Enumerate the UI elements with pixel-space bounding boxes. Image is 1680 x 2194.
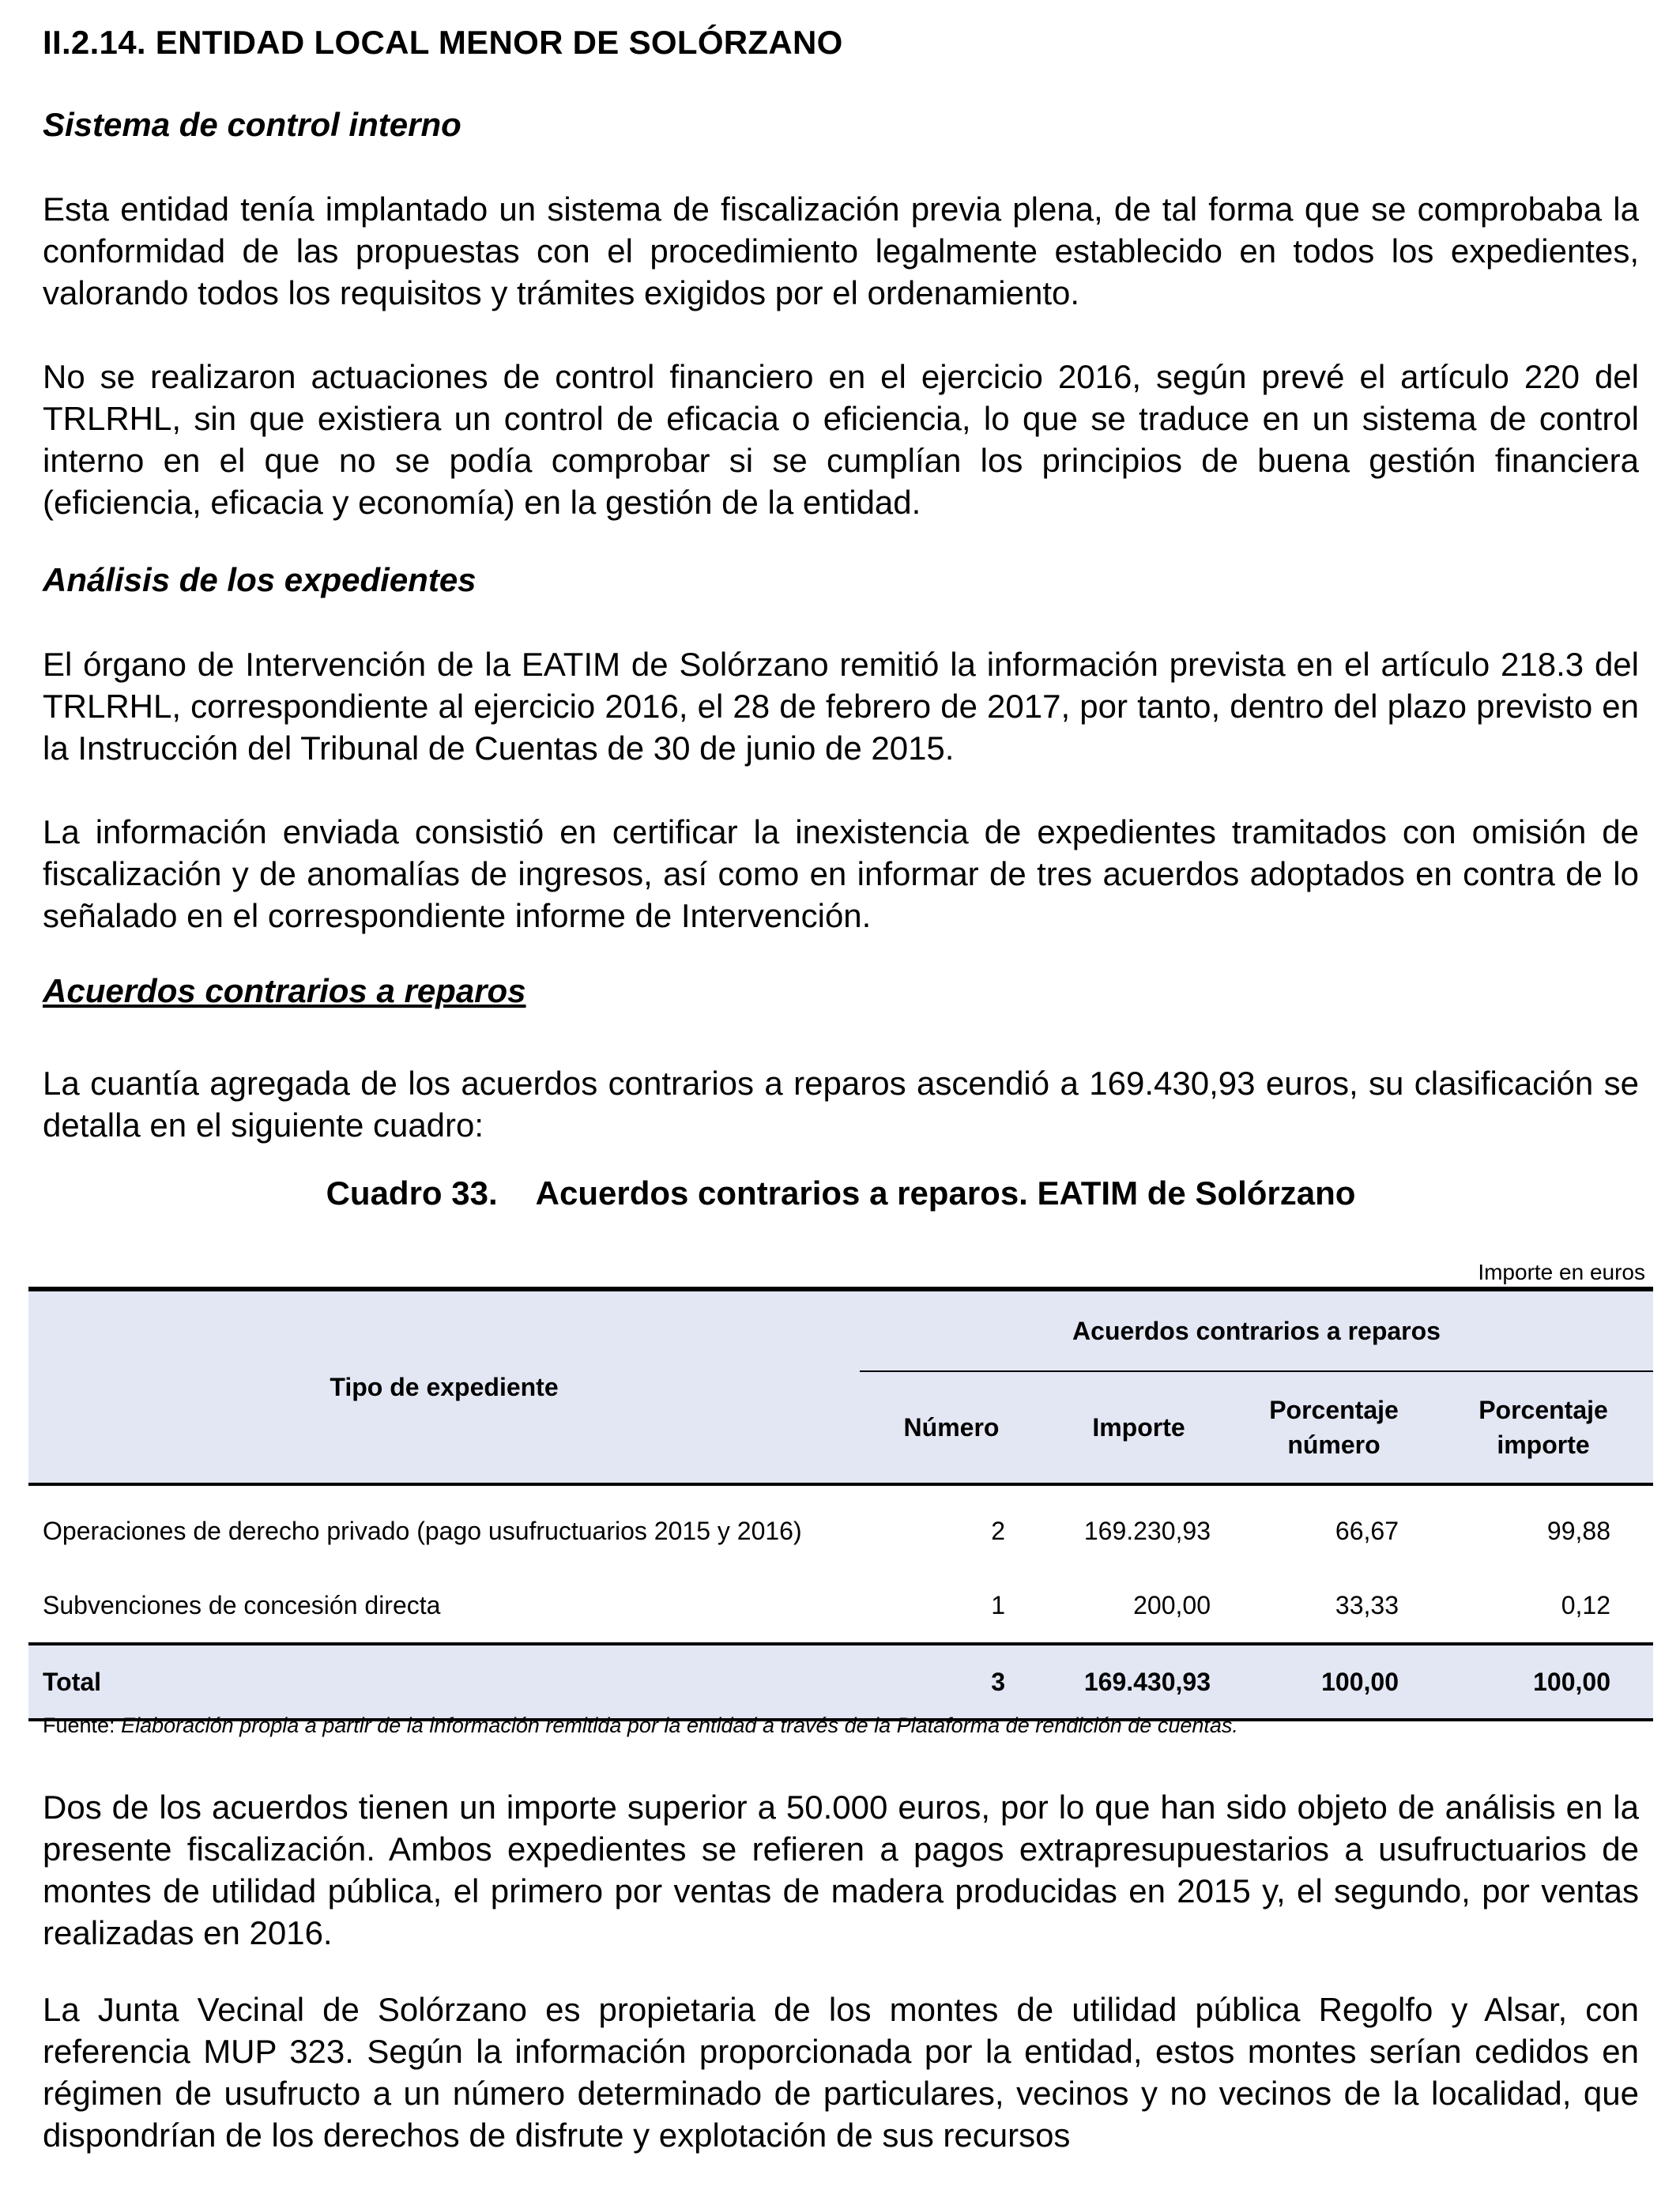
table-caption xyxy=(43,1174,1639,1212)
cell-total-importe: 169.430,93 xyxy=(1043,1644,1234,1720)
paragraph-6: Dos de los acuerdos tienen un importe superior a 50.000 euros, por lo que han sido objeto de análisis en la presente fiscalización. Ambos expedientes se refieren a pagos extrapresupuestarios a usufructuarios de montes de utilidad pública, el primero por ventas de madera producidas en 2015 y, el segundo, por ventas realizadas en 2016. xyxy=(43,1789,1639,1951)
paragraph-4: La información enviada consistió en certificar la inexistencia de expedientes tramitados con omisión de fiscalización y de anomalías de ingresos, así como en informar de tres acuerdos adoptados en contra de lo señalado en el correspondiente informe de Intervención. xyxy=(43,813,1639,934)
cell-importe: 169.230,93 xyxy=(1083,1516,1211,1545)
cell-pct-numero: 66,67 xyxy=(1335,1516,1399,1545)
source-label: Fuente: xyxy=(43,1713,115,1737)
table-total-row xyxy=(28,1644,1653,1720)
source-text: Elaboración propia a partir de la información remitida por la entidad a través de la Plataforma de rendición de cuentas. xyxy=(121,1713,1238,1737)
header-numero: Número xyxy=(860,1371,1043,1484)
table-source-note xyxy=(43,1713,1238,1738)
paragraph-2: No se realizaron actuaciones de control financiero en el ejercicio 2016, según prevé el artículo 220 del TRLRHL, sin que existiera un control de eficacia o eficiencia, lo que se traduce en un sistema de control interno en el que no se podía comprobar si se cumplían los principios de buena gestión financiera (eficiencia, eficacia y economía) en la gestión de la entidad. xyxy=(43,358,1639,521)
cell-pct-numero: 33,33 xyxy=(1335,1590,1399,1619)
cell-pct-importe: 0,12 xyxy=(1561,1590,1610,1619)
table-caption-number: Cuadro 33. xyxy=(326,1174,498,1212)
cell-numero: 2 xyxy=(991,1516,1005,1545)
paragraph-1: Esta entidad tenía implantado un sistema de fiscalización previa plena, de tal forma que se comprobaba la conformidad de las propuestas con el procedimiento legalmente establecido en todos los expedientes, valorando todos los requisitos y trámites exigidos por el ordenamiento. xyxy=(43,190,1639,311)
header-acuerdos-group: Acuerdos contrarios a reparos xyxy=(860,1289,1653,1371)
paragraph-7: La Junta Vecinal de Solórzano es propietaria de los montes de utilidad pública Regolfo y Alsar, con referencia MUP 323. Según la información proporcionada por la entidad, estos montes serían cedidos en régimen de usufructo a un número determinado de particulares, vecinos y no vecinos de la localidad, que dispondrían de los derechos de disfrute y explotación de sus recursos xyxy=(43,1991,1639,2154)
cell-tipo: Operaciones de derecho privado (pago usufructuarios 2015 y 2016) xyxy=(43,1516,802,1545)
paragraph-5: La cuantía agregada de los acuerdos contrarios a reparos ascendió a 169.430,93 euros, su clasificación se detalla en el siguiente cuadro: xyxy=(43,1065,1639,1144)
table-row xyxy=(28,1568,1653,1644)
header-porcentaje-importe: Porcentaje importe xyxy=(1433,1371,1653,1484)
table-header-row xyxy=(28,1289,1653,1371)
section-title: II.2.14. ENTIDAD LOCAL MENOR DE SOLÓRZANO xyxy=(43,24,843,61)
cell-pct-importe: 99,88 xyxy=(1546,1516,1610,1545)
cell-total-pct-numero: 100,00 xyxy=(1234,1644,1433,1720)
table-caption-text: Acuerdos contrarios a reparos. EATIM de Solórzano xyxy=(535,1174,1356,1212)
subheading-analisis: Análisis de los expedientes xyxy=(43,561,477,598)
acuerdos-table xyxy=(28,1287,1653,1721)
header-importe: Importe xyxy=(1043,1371,1234,1484)
header-tipo-expediente: Tipo de expediente xyxy=(28,1289,860,1484)
header-porcentaje-numero: Porcentaje número xyxy=(1234,1371,1433,1484)
cell-total-label: Total xyxy=(28,1644,860,1720)
cell-numero: 1 xyxy=(991,1590,1005,1619)
cell-total-pct-importe: 100,00 xyxy=(1433,1644,1653,1720)
subheading-control-interno: Sistema de control interno xyxy=(43,106,461,143)
cell-total-numero: 3 xyxy=(860,1644,1043,1720)
paragraph-3: El órgano de Intervención de la EATIM de Solórzano remitió la información prevista en el artículo 218.3 del TRLRHL, correspondiente al ejercicio 2016, el 28 de febrero de 2017, por tanto, dentro del plazo previsto en la Instrucción del Tribunal de Cuentas de 30 de junio de 2015. xyxy=(43,646,1639,767)
subheading-acuerdos: Acuerdos contrarios a reparos xyxy=(43,972,526,1009)
cell-importe: 200,00 xyxy=(1133,1590,1211,1619)
table-unit-note: Importe en euros xyxy=(1478,1260,1645,1284)
table-row xyxy=(28,1484,1653,1568)
cell-tipo: Subvenciones de concesión directa xyxy=(43,1590,441,1619)
